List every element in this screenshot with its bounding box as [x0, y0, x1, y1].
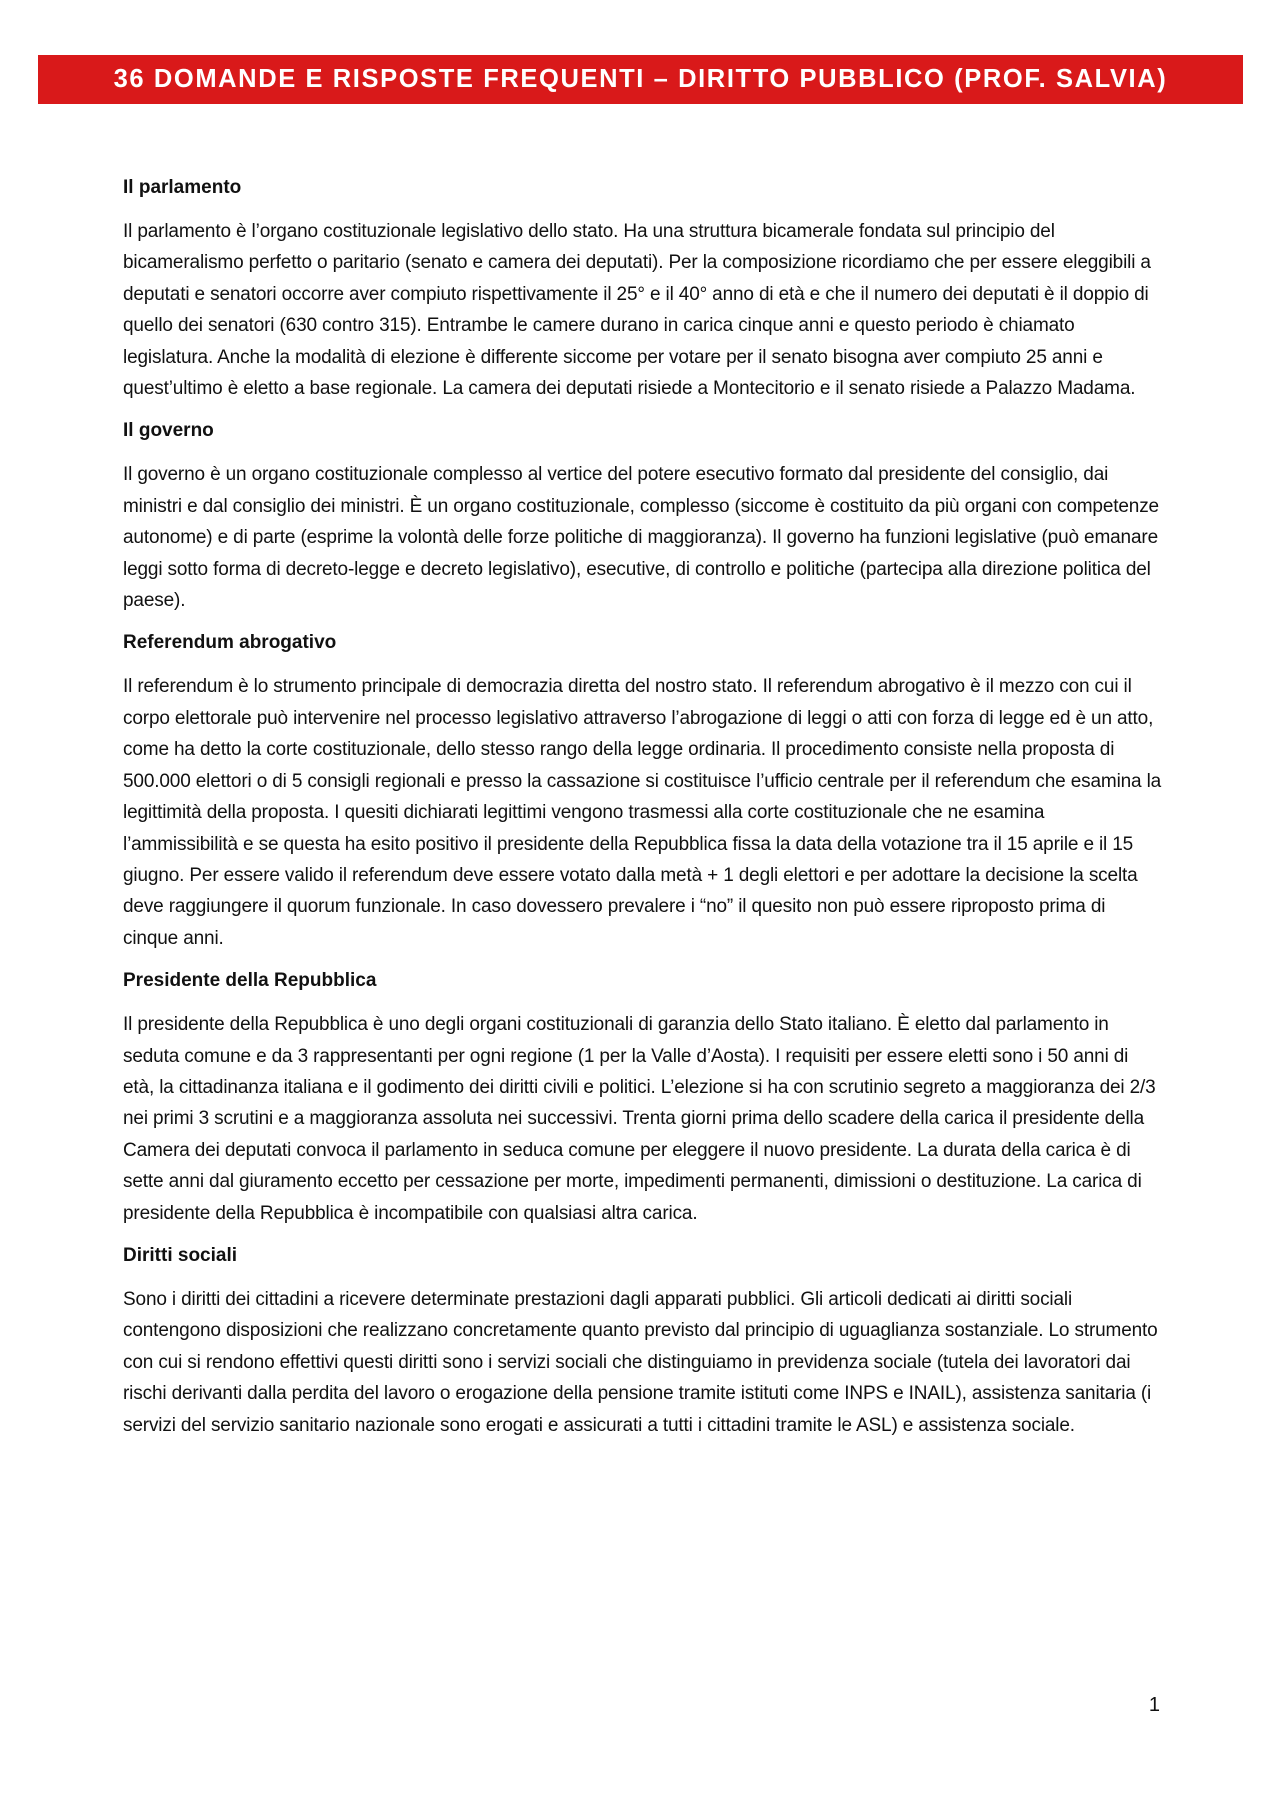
section-presidente-repubblica [123, 967, 1163, 1229]
section-diritti-sociali [123, 1242, 1163, 1441]
document-header-banner [38, 55, 1243, 104]
section-referendum-abrogativo [123, 629, 1163, 954]
section-parlamento [123, 174, 1163, 404]
section-body: Il governo è un organo costituzionale complesso al vertice del potere esecutivo formato dal presidente del consiglio, dai ministri e dal consiglio dei ministri. È un organo costituzionale, complesso (siccome è costituito da più organi con competenze autonome) e di parte (esprime la volontà delle forze politiche di maggioranza). Il governo ha funzioni legislative (può emanare leggi sotto forma di decreto-legge e decreto legislativo), esecutive, di controllo e politiche (partecipa alla direzione politica del paese). [123, 464, 1159, 612]
page-number: 1 [1148, 1694, 1160, 1716]
document-title: 36 DOMANDE E RISPOSTE FREQUENTI – DIRITTO PUBBLICO (PROF. SALVIA) [113, 65, 1168, 93]
section-body: Il presidente della Repubblica è uno degli organi costituzionali di garanzia dello Stato italiano. È eletto dal parlamento in seduta comune e da 3 rappresentanti per ogni regione (1 per la Valle d’Aosta). I requisiti per essere eletti sono i 50 anni di età, la cittadinanza italiana e il godimento dei diritti civili e politici. L’elezione si ha con scrutinio segreto a maggioranza dei 2/3 nei primi 3 scrutini e a maggioranza assoluta nei successivi. Trenta giorni prima dello scadere della carica il presidente della Camera dei deputati convoca il parlamento in seduca comune per eleggere il nuovo presidente. La durata della carica è di sette anni dal giuramento eccetto per cessazione per morte, impedimenti permanenti, dimissioni o destituzione. La carica di presidente della Repubblica è incompatibile con qualsiasi altra carica. [123, 1014, 1156, 1224]
section-body: Il parlamento è l’organo costituzionale legislativo dello stato. Ha una struttura bicamerale fondata sul principio del bicameralismo perfetto o paritario (senato e camera dei deputati). Per la composizione ricordiamo che per essere eleggibili a deputati e senatori occorre aver compiuto rispettivamente il 25° e il 40° anno di età e che il numero dei deputati è il doppio di quello dei senatori (630 contro 315). Entrambe le camere durano in carica cinque anni e questo periodo è chiamato legislatura. Anche la modalità di elezione è differente siccome per votare per il senato bisogna aver compiuto 25 anni e quest’ultimo è eletto a base regionale. La camera dei deputati risiede a Montecitorio e il senato risiede a Palazzo Madama. [123, 221, 1151, 400]
section-governo [123, 417, 1163, 616]
section-heading: Il governo [123, 420, 214, 442]
section-body: Sono i diritti dei cittadini a ricevere determinate prestazioni dagli apparati pubblici. Gli articoli dedicati ai diritti sociali contengono disposizioni che realizzano concretamente quanto previsto dal principio di uguaglianza sostanziale. Lo strumento con cui si rendono effettivi questi diritti sono i servizi sociali che distinguiamo in previdenza sociale (tutela dei lavoratori dai rischi derivanti dalla perdita del lavoro o erogazione della pensione tramite istituti come INPS e INAIL), assistenza sanitaria (i servizi del servizio sanitario nazionale sono erogati e assicurati a tutti i cittadini tramite le ASL) e assistenza sociale. [123, 1288, 1158, 1436]
section-heading: Referendum abrogativo [123, 632, 337, 654]
section-body: Il referendum è lo strumento principale di democrazia diretta del nostro stato. Il referendum abrogativo è il mezzo con cui il corpo elettorale può intervenire nel processo legislativo attraverso l’abrogazione di leggi o atti con forza di legge ed è un atto, come ha detto la corte costituzionale, dello stesso rango della legge ordinaria. Il procedimento consiste nella proposta di 500.000 elettori o di 5 consigli regionali e presso la cassazione si costituisce l’ufficio centrale per il referendum che esamina la legittimità della proposta. I quesiti dichiarati legittimi vengono trasmessi alla corte costituzionale che ne esamina l’ammissibilità e se questa ha esito positivo il presidente della Repubblica fissa la data della votazione tra il 15 aprile e il 15 giugno. Per essere valido il referendum deve essere votato dalla metà + 1 degli elettori e per adottare la decisione la scelta deve raggiungere il quorum funzionale. In caso dovessero prevalere i “no” il quesito non può essere riproposto prima di cinque anni. [123, 676, 1162, 949]
document-content [123, 174, 1163, 1454]
section-heading: Presidente della Repubblica [123, 970, 377, 992]
section-heading: Diritti sociali [123, 1244, 238, 1266]
section-heading: Il parlamento [123, 177, 242, 198]
